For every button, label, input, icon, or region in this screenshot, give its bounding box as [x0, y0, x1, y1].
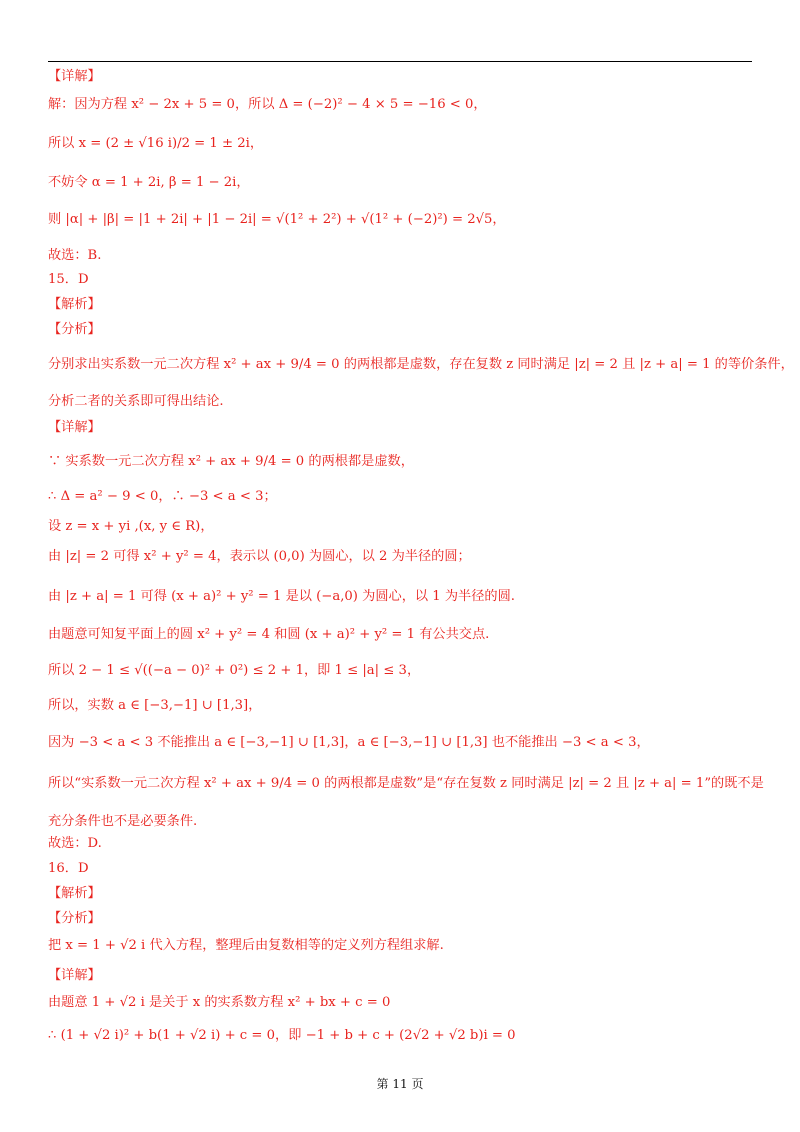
detail-15-line-1: ∵ 实系数一元二次方程 x² + ax + 9/4 = 0 的两根都是虚数，: [48, 454, 414, 469]
question-15-number: 15．D: [48, 272, 89, 287]
answer-line-15: 故选：D.: [48, 836, 102, 851]
section-heading-fenxi-16: 【分析】: [48, 911, 101, 926]
header-rule: [48, 61, 752, 62]
answer-line-14: 故选：B.: [48, 248, 102, 263]
section-heading-analysis-16: 【解析】: [48, 886, 101, 901]
detail-16-line-2: ∴ (1 + √2 i)² + b(1 + √2 i) + c = 0，即 −1 + b + c + (2√2 + √2 b)i = 0: [48, 1028, 516, 1043]
page-number: 第 11 页: [376, 1077, 424, 1091]
detail-15-line-2: ∴ Δ = a² − 9 < 0，∴ −3 < a < 3；: [48, 489, 277, 504]
analysis-line-15b: 分析二者的关系即可得出结论.: [48, 394, 224, 409]
solution-line-3: 不妨令 α = 1 + 2i, β = 1 − 2i，: [48, 175, 250, 190]
detail-15-line-5: 由 |z + a| = 1 可得 (x + a)² + y² = 1 是以 (−a,0) 为圆心，以 1 为半径的圆.: [48, 589, 515, 604]
section-heading-detail-16: 【详解】: [48, 968, 101, 983]
question-16-number: 16．D: [48, 861, 89, 876]
detail-16-line-1: 由题意 1 + √2 i 是关于 x 的实系数方程 x² + bx + c = 0: [48, 995, 391, 1010]
section-heading-detail-1: 【详解】: [48, 69, 101, 84]
detail-15-line-8: 所以，实数 a ∈ [−3,−1] ∪ [1,3]，: [48, 698, 262, 713]
analysis-line-16: 把 x = 1 + √2 i 代入方程，整理后由复数相等的定义列方程组求解.: [48, 938, 444, 953]
detail-15-line-11: 充分条件也不是必要条件.: [48, 814, 198, 829]
detail-15-line-6: 由题意可知复平面上的圆 x² + y² = 4 和圆 (x + a)² + y² = 1 有公共交点.: [48, 627, 490, 642]
solution-line-1: 解：因为方程 x² − 2x + 5 = 0，所以 Δ = (−2)² − 4 × 5 = −16 < 0，: [48, 97, 487, 112]
section-heading-detail-15: 【详解】: [48, 420, 101, 435]
analysis-line-15a: 分别求出实系数一元二次方程 x² + ax + 9/4 = 0 的两根都是虚数，存在复数 z 同时满足 |z| = 2 且 |z + a| = 1 的等价条件，: [48, 357, 794, 372]
detail-15-line-7: 所以 2 − 1 ≤ √((−a − 0)² + 0²) ≤ 2 + 1，即 1 ≤ |a| ≤ 3，: [48, 663, 421, 678]
detail-15-line-9: 因为 −3 < a < 3 不能推出 a ∈ [−3,−1] ∪ [1,3]，a ∈ [−3,−1] ∪ [1,3] 也不能推出 −3 < a < 3，: [48, 735, 650, 750]
section-heading-fenxi-15: 【分析】: [48, 322, 101, 337]
solution-line-2: 所以 x = (2 ± √16 i)/2 = 1 ± 2i，: [48, 136, 264, 151]
detail-15-line-10: 所以“实系数一元二次方程 x² + ax + 9/4 = 0 的两根都是虚数”是“存在复数 z 同时满足 |z| = 2 且 |z + a| = 1”的既不是: [48, 776, 764, 791]
detail-15-line-4: 由 |z| = 2 可得 x² + y² = 4，表示以 (0,0) 为圆心，以 2 为半径的圆；: [48, 549, 471, 564]
section-heading-analysis-15: 【解析】: [48, 297, 101, 312]
solution-line-4: 则 |α| + |β| = |1 + 2i| + |1 − 2i| = √(1² + 2²) + √(1² + (−2)²) = 2√5，: [48, 212, 506, 227]
detail-15-line-3: 设 z = x + yi ,(x, y ∈ R)，: [48, 519, 214, 534]
